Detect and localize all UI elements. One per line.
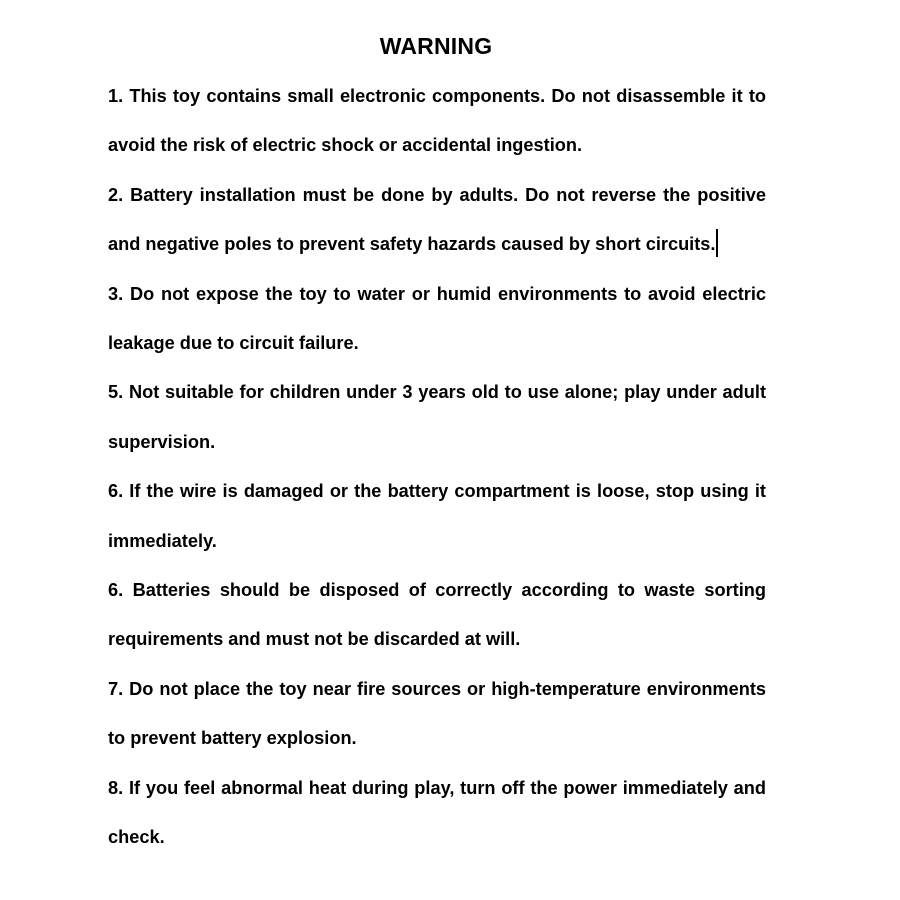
warning-item-3: 3. Do not expose the toy to water or humid environments to avoid electric leakage due to circuit failure. — [108, 283, 766, 354]
warning-title: WARNING — [379, 33, 493, 59]
text-cursor — [716, 229, 718, 257]
warning-item-7: 7. Do not place the toy near fire sources or high-temperature environments to prevent battery explosion. — [108, 678, 766, 749]
warning-item-8: 8. If you feel abnormal heat during play, turn off the power immediately and check. — [108, 777, 766, 848]
warning-item-2-text: 2. Battery installation must be done by adults. Do not reverse the positive and negative poles to prevent safety hazards caused by short circuits. — [108, 184, 766, 255]
warning-item-6a: 6. If the wire is damaged or the battery compartment is loose, stop using it immediately. — [108, 481, 766, 551]
warning-item-2[interactable] — [108, 171, 766, 270]
warning-list — [108, 72, 766, 863]
warning-item-1: 1. This toy contains small electronic components. Do not disassemble it to avoid the risk of electric shock or accidental ingestion. — [108, 86, 766, 156]
warning-item-6b: 6. Batteries should be disposed of correctly according to waste sorting requirements and must not be discarded at will. — [108, 580, 766, 650]
warning-item-5: 5. Not suitable for children under 3 years old to use alone; play under adult supervision. — [108, 382, 766, 452]
